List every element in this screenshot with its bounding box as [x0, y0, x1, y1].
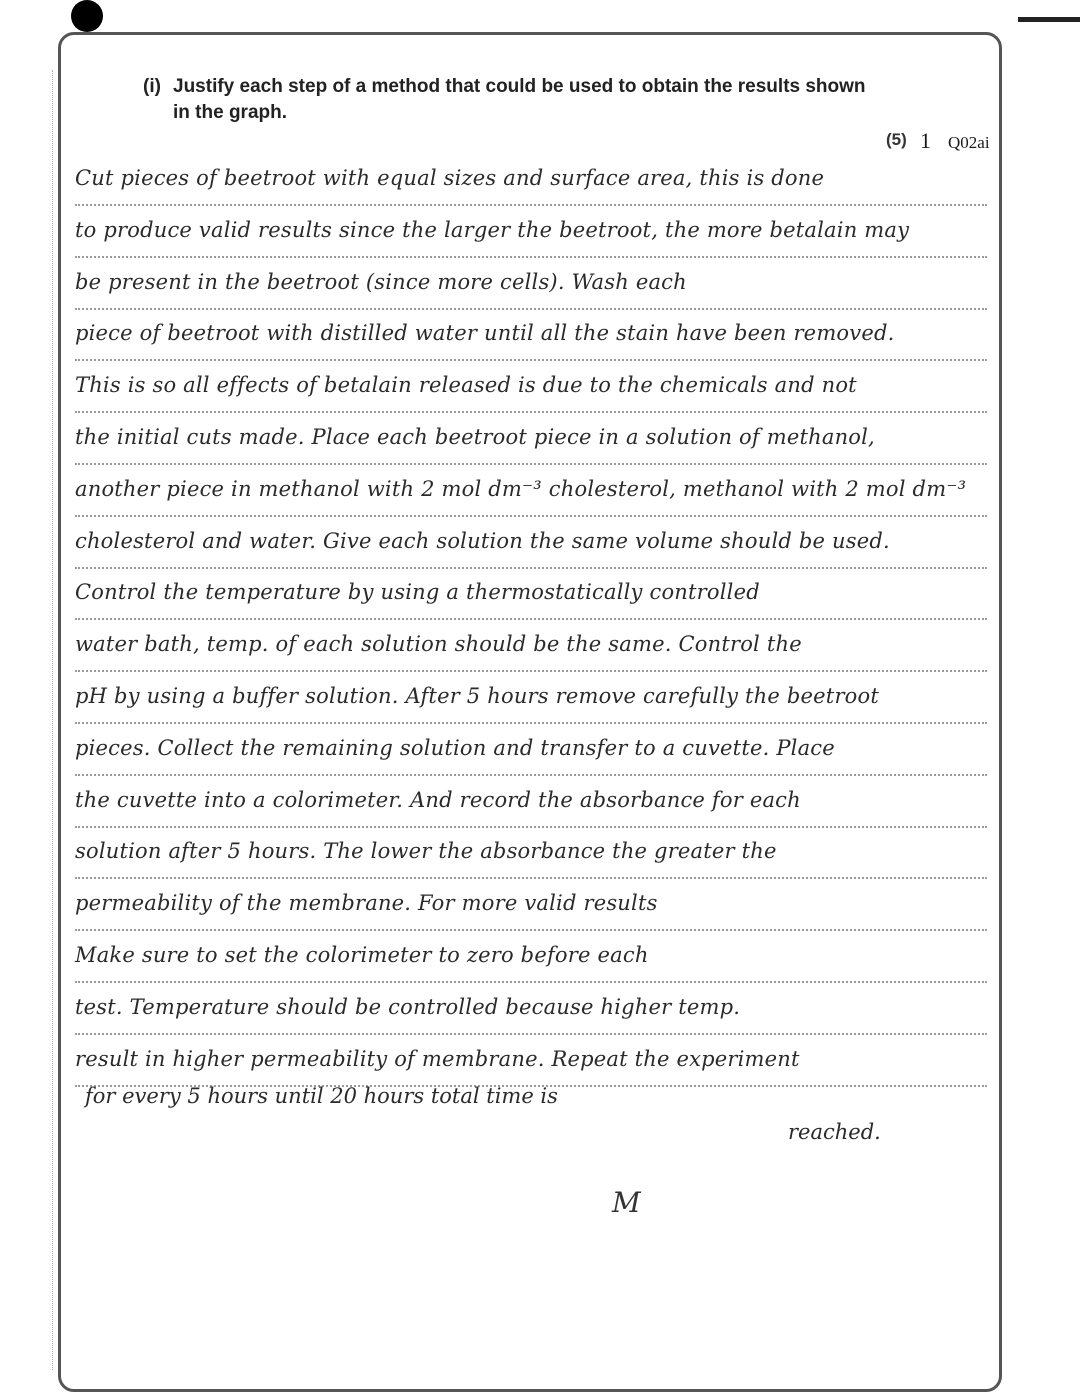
question-code: Q02ai: [948, 133, 990, 152]
answer-line: be present in the beetroot (since more cells). Wash each: [75, 264, 987, 310]
question-number: (i): [143, 76, 161, 97]
answer-line: pieces. Collect the remaining solution and transfer to a cuvette. Place: [75, 730, 987, 776]
question-text-line-1: Justify each step of a method that could be used to obtain the results shown: [173, 76, 866, 97]
answer-line: the initial cuts made. Place each beetroot piece in a solution of methanol,: [75, 419, 987, 465]
marks-box: [886, 128, 1006, 158]
answer-line: pH by using a buffer solution. After 5 hours remove carefully the beetroot: [75, 678, 987, 724]
marks-available: (5): [886, 130, 907, 149]
answer-line: another piece in methanol with 2 mol dm⁻³ cholesterol, methanol with 2 mol dm⁻³: [75, 471, 987, 517]
registration-dot: [71, 0, 103, 32]
answer-line: Control the temperature by using a thermostatically controlled: [75, 574, 987, 620]
answer-line: test. Temperature should be controlled because higher temp.: [75, 989, 987, 1035]
question-text-line-2: in the graph.: [173, 102, 287, 123]
answer-ending: reached.: [788, 1120, 881, 1144]
answer-line: This is so all effects of betalain released is due to the chemicals and not: [75, 367, 987, 413]
marks-awarded: 1: [920, 128, 931, 153]
examiner-mark: M: [612, 1186, 641, 1219]
answer-line: Make sure to set the colorimeter to zero before each: [75, 937, 987, 983]
margin-rule: [52, 70, 53, 1370]
answer-continuation: for every 5 hours until 20 hours total time is: [85, 1084, 558, 1108]
registration-mark: [1018, 17, 1080, 22]
answer-line: result in higher permeability of membrane. Repeat the experiment: [75, 1041, 987, 1087]
answer-line: permeability of the membrane. For more valid results: [75, 885, 987, 931]
answer-line: water bath, temp. of each solution should be the same. Control the: [75, 626, 987, 672]
question-prompt: [143, 74, 883, 126]
answer-line: cholesterol and water. Give each solution the same volume should be used.: [75, 523, 987, 569]
answer-line: piece of beetroot with distilled water until all the stain have been removed.: [75, 315, 987, 361]
answer-line: to produce valid results since the larger the beetroot, the more betalain may: [75, 212, 987, 258]
answer-line: the cuvette into a colorimeter. And record the absorbance for each: [75, 782, 987, 828]
answer-line: solution after 5 hours. The lower the absorbance the greater the: [75, 833, 987, 879]
answer-line: Cut pieces of beetroot with equal sizes and surface area, this is done: [75, 160, 987, 206]
